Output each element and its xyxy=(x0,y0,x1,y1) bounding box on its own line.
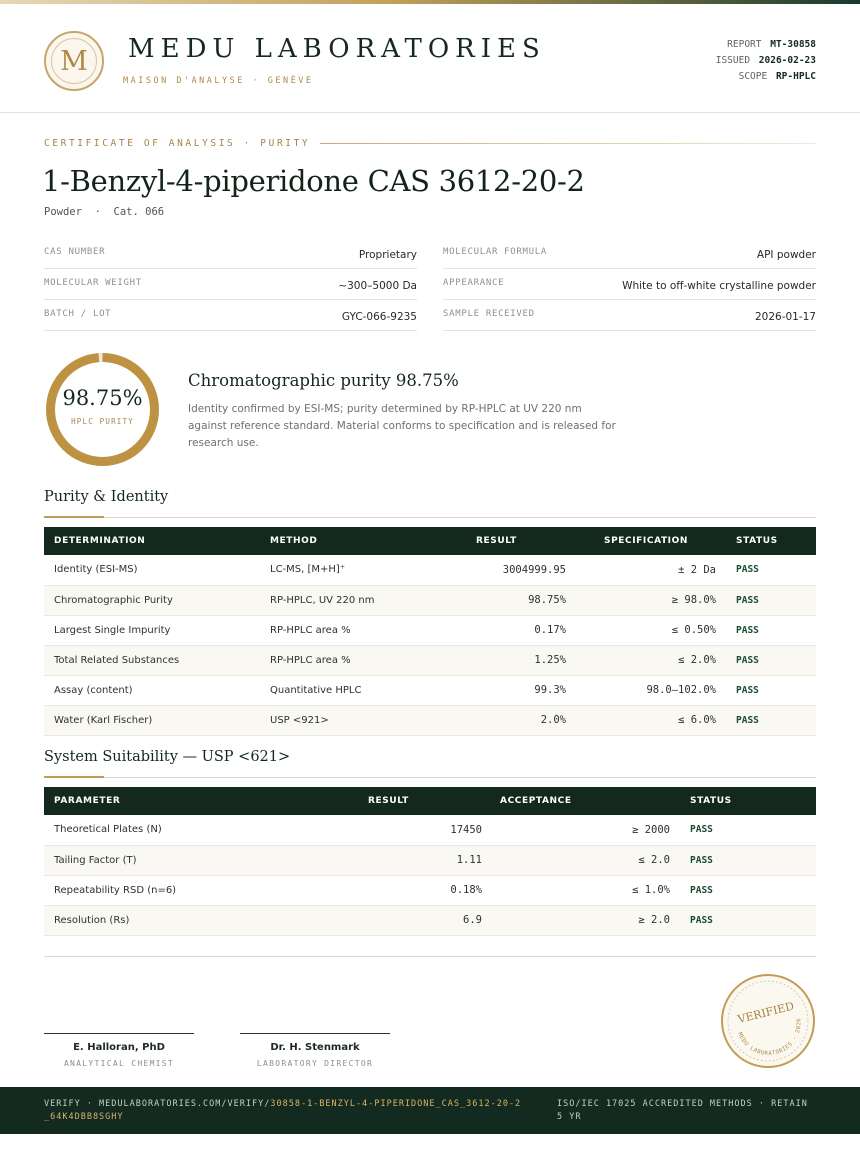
property-value: GYC-066-9235 xyxy=(341,310,417,323)
verify-path: 30858-1-BENZYL-4-PIPERIDONE_CAS_3612-20-2_64K4DBB8SGHY xyxy=(44,1099,522,1122)
cell-acceptance: ≤ 2.0 xyxy=(492,845,680,875)
property-label: MOLECULAR FORMULA xyxy=(443,246,548,257)
status-badge: PASS xyxy=(680,875,816,905)
scope-label: SCOPE xyxy=(738,71,768,82)
verify-prefix: VERIFY · MEDULABORATORIES.COM/VERIFY/ xyxy=(44,1099,271,1109)
property-batch-lot xyxy=(44,300,417,331)
status-badge: PASS xyxy=(726,585,816,615)
suitability-section-accent xyxy=(44,776,104,778)
table-row xyxy=(44,905,816,935)
cell-method: RP-HPLC, UV 220 nm xyxy=(260,585,426,615)
report-meta xyxy=(716,37,816,85)
table-row xyxy=(44,555,816,585)
cell-result: 0.18% xyxy=(304,875,492,905)
lab-logo xyxy=(44,31,104,91)
cell-acceptance: ≤ 1.0% xyxy=(492,875,680,905)
table-row xyxy=(44,875,816,905)
suitability-section-rule xyxy=(44,777,816,778)
status-badge: PASS xyxy=(680,815,816,845)
eyebrow-rule xyxy=(320,143,816,144)
cell-result: 3004999.95 xyxy=(426,555,576,585)
cell-determination: Total Related Substances xyxy=(44,645,260,675)
cell-method: RP-HPLC area % xyxy=(260,645,426,675)
column-header: PARAMETER xyxy=(54,796,121,806)
table-row xyxy=(44,815,816,845)
signatory-name: Dr. H. Stenmark xyxy=(270,1042,360,1053)
purity-table xyxy=(44,527,816,736)
suitability-header-row xyxy=(44,787,816,815)
property-value: 2026-01-17 xyxy=(754,310,816,323)
purity-header-row xyxy=(44,527,816,555)
signature-laboratory-director xyxy=(240,1033,390,1068)
cell-result: 0.17% xyxy=(426,615,576,645)
product-title: 1-Benzyl-4-piperidone CAS 3612-20-2 xyxy=(42,164,585,198)
status-badge: PASS xyxy=(726,675,816,705)
cell-method: LC-MS, [M+H]⁺ xyxy=(260,555,426,585)
cell-result: 99.3% xyxy=(426,675,576,705)
gauge-value: 98.75% xyxy=(62,386,143,410)
cell-parameter: Repeatability RSD (n=6) xyxy=(44,875,304,905)
column-header: ACCEPTANCE xyxy=(500,796,572,806)
signature-analytical-chemist xyxy=(44,1033,194,1068)
property-value: ~300–5000 Da xyxy=(338,279,417,292)
cell-determination: Water (Karl Fischer) xyxy=(44,705,260,735)
cell-specification: ≤ 6.0% xyxy=(576,705,726,735)
property-label: APPEARANCE xyxy=(443,277,505,288)
header xyxy=(0,4,860,113)
signatory-name: E. Halloran, PhD xyxy=(73,1042,165,1053)
seal-ring-text: MEDU LABORATORIES · 2026 xyxy=(736,1017,803,1057)
property-label: MOLECULAR WEIGHT xyxy=(44,277,142,288)
property-grid xyxy=(44,238,816,331)
table-row xyxy=(44,845,816,875)
product-subtitle: Powder · Cat. 066 xyxy=(44,206,165,218)
scope-value: RP-HPLC xyxy=(775,71,816,82)
property-value: White to off-white crystalline powder xyxy=(622,279,816,292)
table-row xyxy=(44,645,816,675)
cell-acceptance: ≥ 2000 xyxy=(492,815,680,845)
property-label: BATCH / LOT xyxy=(44,308,112,319)
status-badge: PASS xyxy=(726,645,816,675)
signatory-role: ANALYTICAL CHEMIST xyxy=(63,1059,175,1068)
suitability-section-title: System Suitability — USP <621> xyxy=(44,749,291,765)
issued-label: ISSUED xyxy=(715,55,751,66)
purity-section-accent xyxy=(44,516,104,518)
suitability-table xyxy=(44,787,816,936)
status-badge: PASS xyxy=(726,615,816,645)
document-eyebrow xyxy=(44,138,816,149)
cell-specification: 98.0–102.0% xyxy=(576,675,726,705)
signature-divider xyxy=(44,956,816,957)
footer-bar xyxy=(0,1087,860,1134)
cell-result: 2.0% xyxy=(426,705,576,735)
cell-method: RP-HPLC area % xyxy=(260,615,426,645)
cell-result: 6.9 xyxy=(304,905,492,935)
cell-specification: ≤ 2.0% xyxy=(576,645,726,675)
column-header: RESULT xyxy=(368,796,409,806)
property-molecular-weight xyxy=(44,269,417,300)
property-label: SAMPLE RECEIVED xyxy=(443,308,535,319)
brand-tagline: MAISON D'ANALYSE · GENÈVE xyxy=(123,76,314,86)
cell-parameter: Tailing Factor (T) xyxy=(44,845,304,875)
cell-acceptance: ≥ 2.0 xyxy=(492,905,680,935)
status-badge: PASS xyxy=(680,845,816,875)
cell-determination: Chromatographic Purity xyxy=(44,585,260,615)
cell-determination: Largest Single Impurity xyxy=(44,615,260,645)
brand-name: MEDU LABORATORIES xyxy=(128,34,546,64)
verify-link[interactable] xyxy=(44,1098,524,1124)
seal-main-text: VERIFIED xyxy=(736,999,796,1027)
column-header: STATUS xyxy=(690,796,732,806)
cell-method: USP <921> xyxy=(260,705,426,735)
issued-date: 2026-02-23 xyxy=(758,55,816,66)
cell-result: 98.75% xyxy=(426,585,576,615)
property-label: CAS NUMBER xyxy=(44,246,106,257)
cell-result: 1.11 xyxy=(304,845,492,875)
property-value: Proprietary xyxy=(358,248,417,261)
eyebrow-text: CERTIFICATE OF ANALYSIS · PURITY xyxy=(44,138,311,149)
property-molecular-formula xyxy=(443,238,816,269)
cell-determination: Assay (content) xyxy=(44,675,260,705)
report-number: MT-30858 xyxy=(770,39,816,50)
column-header: METHOD xyxy=(270,536,318,546)
summary-heading: Chromatographic purity 98.75% xyxy=(188,371,459,390)
cell-specification: ≥ 98.0% xyxy=(576,585,726,615)
status-badge: PASS xyxy=(726,705,816,735)
status-badge: PASS xyxy=(726,555,816,585)
report-label: REPORT xyxy=(727,39,762,50)
table-row xyxy=(44,705,816,735)
cell-method: Quantitative HPLC xyxy=(260,675,426,705)
logo-letter: M xyxy=(51,38,97,84)
column-header: SPECIFICATION xyxy=(604,536,689,546)
cell-determination: Identity (ESI-MS) xyxy=(44,555,260,585)
table-row xyxy=(44,675,816,705)
table-row xyxy=(44,615,816,645)
column-header: STATUS xyxy=(736,536,778,546)
property-sample-received xyxy=(443,300,816,331)
gauge-readout xyxy=(44,351,161,468)
cell-specification: ± 2 Da xyxy=(576,555,726,585)
status-badge: PASS xyxy=(680,905,816,935)
table-row xyxy=(44,585,816,615)
purity-section-title: Purity & Identity xyxy=(44,489,169,505)
cell-parameter: Theoretical Plates (N) xyxy=(44,815,304,845)
property-value: API powder xyxy=(756,248,816,261)
property-appearance xyxy=(443,269,816,300)
purity-section-rule xyxy=(44,517,816,518)
cell-specification: ≤ 0.50% xyxy=(576,615,726,645)
cell-result: 1.25% xyxy=(426,645,576,675)
signatory-role: LABORATORY DIRECTOR xyxy=(256,1059,374,1068)
property-cas-number xyxy=(44,238,417,269)
verified-seal xyxy=(720,973,816,1069)
column-header: RESULT xyxy=(476,536,517,546)
accreditation-note: ISO/IEC 17025 ACCREDITED METHODS · RETAIN 5 YR xyxy=(557,1099,808,1122)
cell-parameter: Resolution (Rs) xyxy=(44,905,304,935)
gauge-label: HPLC PURITY xyxy=(71,417,134,426)
cell-result: 17450 xyxy=(304,815,492,845)
summary-text: Identity confirmed by ESI-MS; purity determined by RP-HPLC at UV 220 nm against reference standard. Material conforms to specification and is released for research use. xyxy=(188,403,616,449)
column-header: DETERMINATION xyxy=(54,536,146,546)
